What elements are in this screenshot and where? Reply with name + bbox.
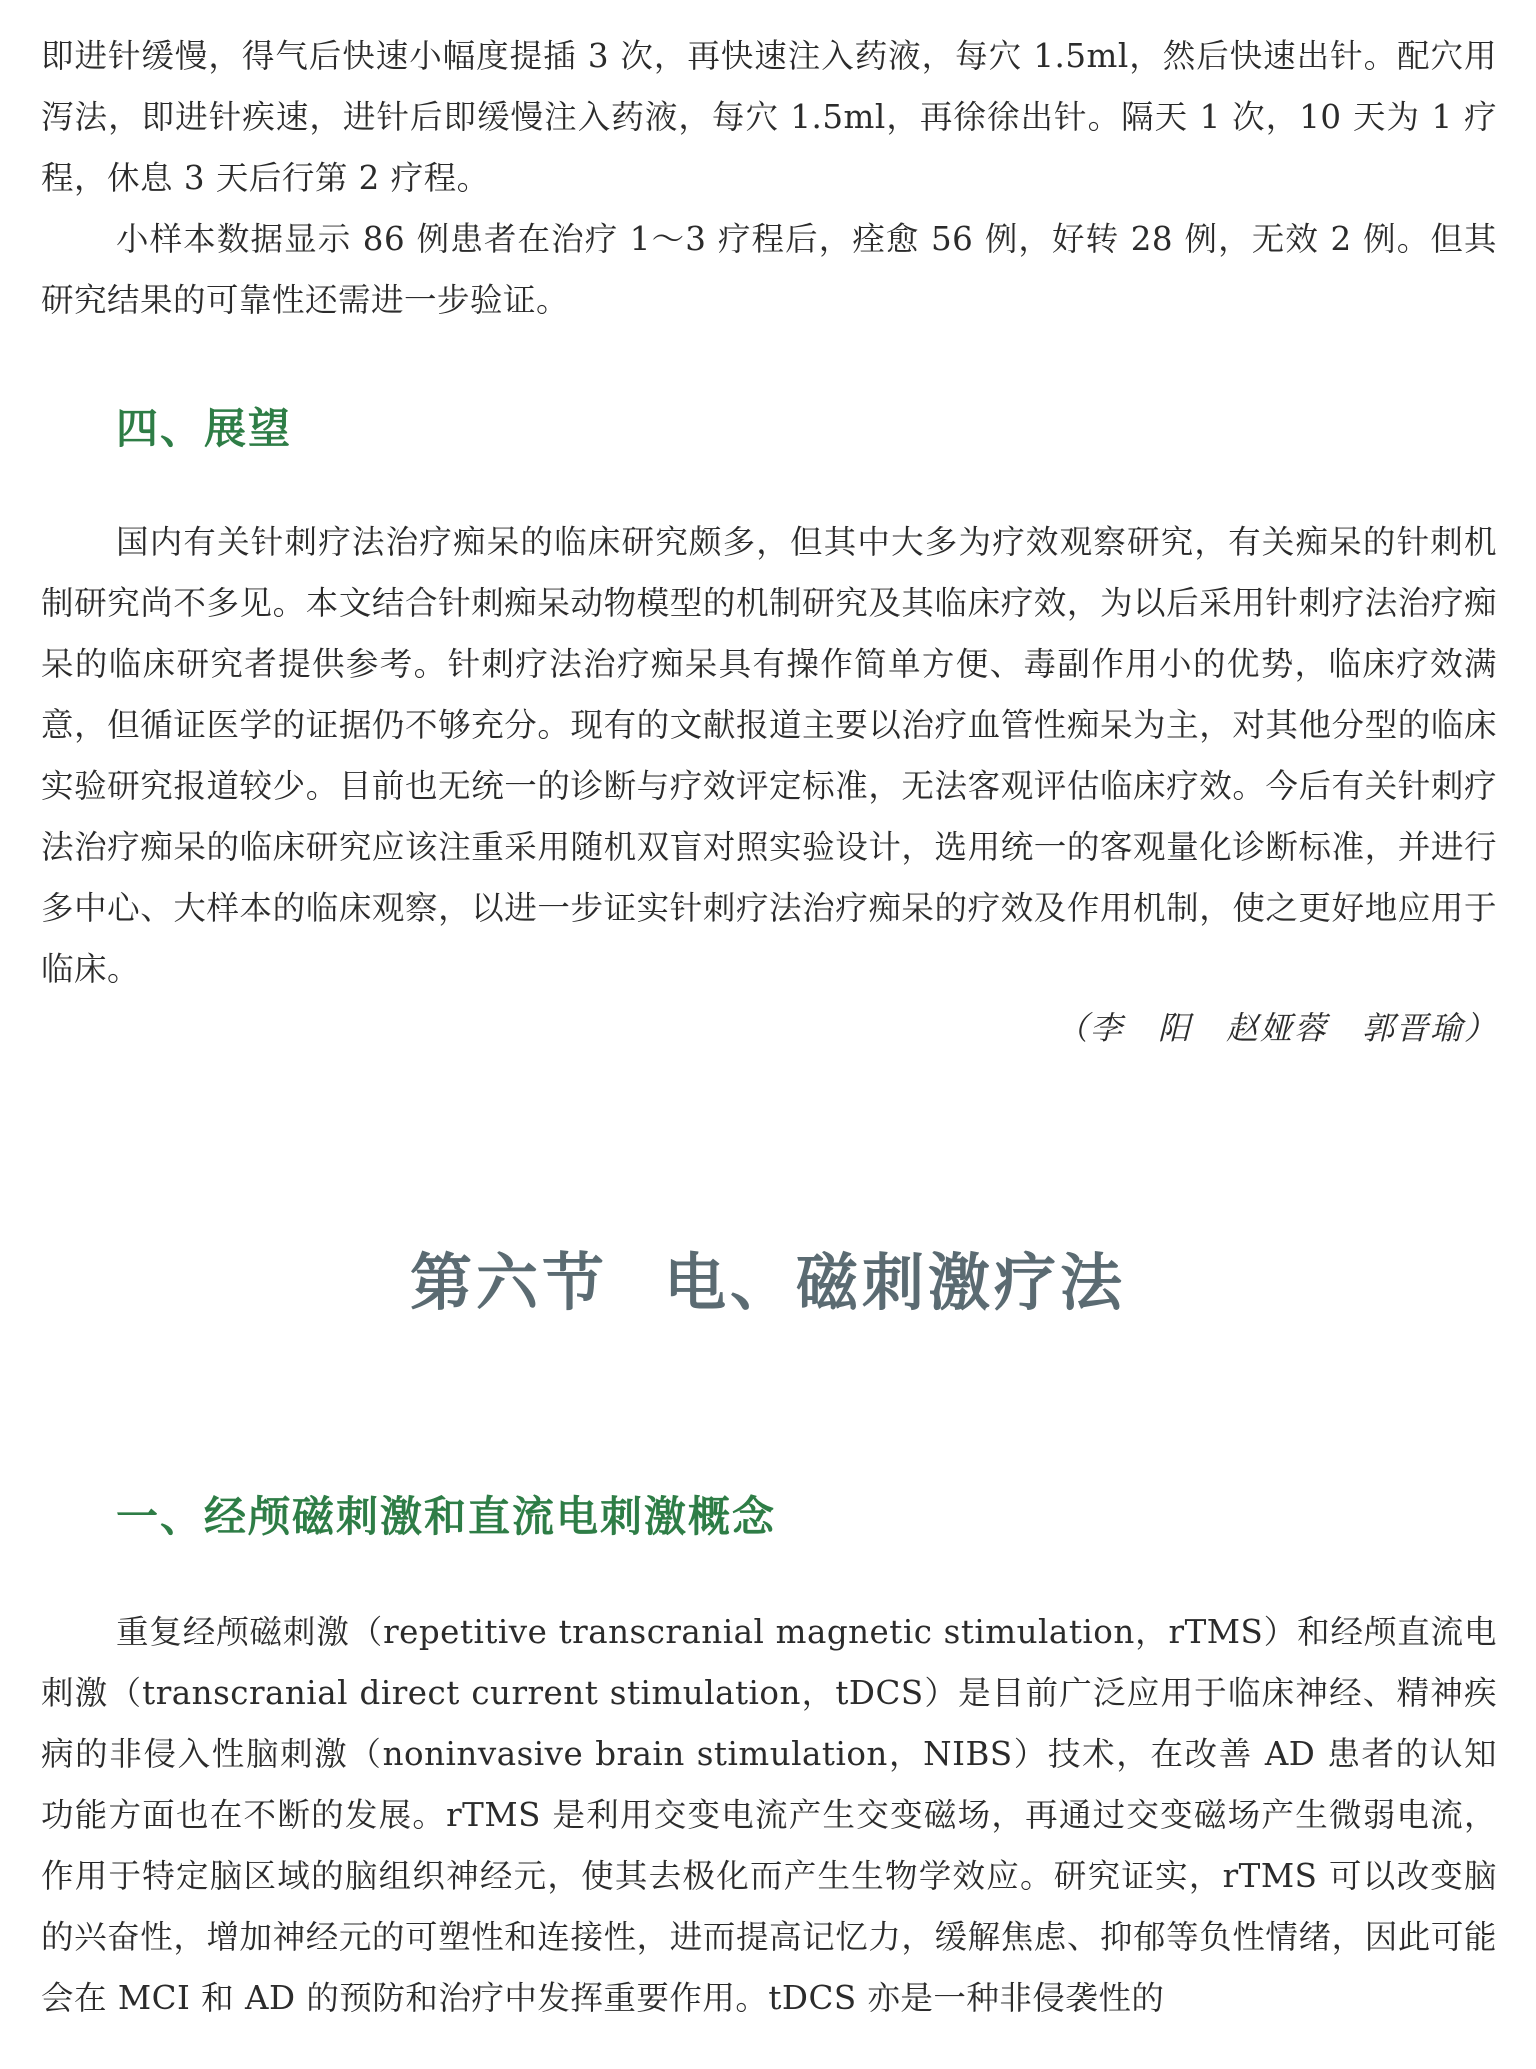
section-title <box>0 1243 1536 1323</box>
section-title-number: 第六节 <box>409 1246 608 1319</box>
heading-outlook: 四、展望 <box>116 404 293 453</box>
section-title-text: 电、磁刺激疗法 <box>664 1246 1127 1319</box>
body-paragraph-concept: 重复经颅磁刺激（repetitive transcranial magnetic stimulation，rTMS）和经颅直流电刺激（transcranial direct current stimulation，tDCS）是目前广泛应用于临床神经、精神疾病的非侵入性脑刺激（noninvasive brain stimulation，NIBS）技术，在改善 AD 患者的认知功能方面也在不断的发展。rTMS 是利用交变电流产生交变磁场，再通过交变磁场产生微弱电流，作用于特定脑区域的脑组织神经元，使其去极化而产生生物学效应。研究证实，rTMS 可以改变脑的兴奋性，增加神经元的可塑性和连接性，进而提高记忆力，缓解焦虑、抑郁等负性情绪，因此可能会在 MCI 和 AD 的预防和治疗中发挥重要作用。tDCS 亦是一种非侵袭性的 <box>41 1613 1497 2017</box>
body-paragraph-outlook: 国内有关针刺疗法治疗痴呆的临床研究颇多，但其中大多为疗效观察研究，有关痴呆的针刺机制研究尚不多见。本文结合针刺痴呆动物模型的机制研究及其临床疗效，为以后采用针刺疗法治疗痴呆的临床研究者提供参考。针刺疗法治疗痴呆具有操作简单方便、毒副作用小的优势，临床疗效满意，但循证医学的证据仍不够充分。现有的文献报道主要以治疗血管性痴呆为主，对其他分型的临床实验研究报道较少。目前也无统一的诊断与疗效评定标准，无法客观评估临床疗效。今后有关针刺疗法治疗痴呆的临床研究应该注重采用随机双盲对照实验设计，选用统一的客观量化诊断标准，并进行多中心、大样本的临床观察，以进一步证实针刺疗法治疗痴呆的疗效及作用机制，使之更好地应用于临床。 <box>41 523 1497 988</box>
body-paragraph-sample-results: 小样本数据显示 86 例患者在治疗 1～3 疗程后，痊愈 56 例，好转 28 例，无效 2 例。但其研究结果的可靠性还需进一步验证。 <box>41 220 1497 319</box>
author-byline: （李 阳 赵娅蓉 郭晋瑜） <box>1055 1009 1498 1047</box>
body-paragraph-treatment-method: 即进针缓慢，得气后快速小幅度提插 3 次，再快速注入药液，每穴 1.5ml，然后快速出针。配穴用泻法，即进针疾速，进针后即缓慢注入药液，每穴 1.5ml，再徐徐出针。隔天 1 次，10 天为 1 疗程，休息 3 天后行第 2 疗程。 <box>41 37 1498 197</box>
heading-concept: 一、经颅磁刺激和直流电刺激概念 <box>116 1492 777 1541</box>
